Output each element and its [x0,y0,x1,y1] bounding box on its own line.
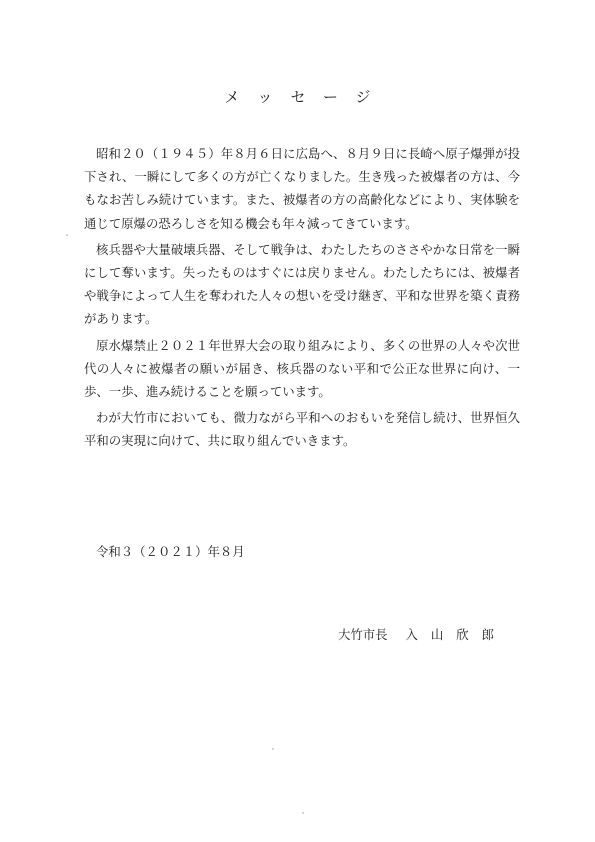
paragraph-1: 昭和２０（１９４５）年８月６日に広島へ、８月９日に長崎へ原子爆弾が投下され、一瞬にして多くの方が亡くなりました。生き残った被爆者の方は、今もなお苦しみ続けています。また、被爆者の方の高齢化などにより、実体験を通じて原爆の恐ろしさを知る機会も年々減ってきています。 [84,146,520,231]
document-title: メッセージ [224,88,389,106]
paragraph-3: 原水爆禁止２０２１年世界大会の取り組みにより、多くの世界の人々や次世代の人々に被爆者の願いが届き、核兵器のない平和で公正な世界に向け、一歩、一歩、進み続けることを願っています。 [84,337,520,400]
signature-block [338,625,507,643]
scan-speck [302,812,304,814]
paragraph-4: わが大竹市においても、微力ながら平和へのおもいを発信し続け、世界恒久平和の実現に向けて、共に取り組んでいきます。 [84,410,520,449]
scan-speck [272,748,274,750]
signature-name: 入山欣郎 [405,627,508,642]
signature-title: 大竹市長 [338,627,388,642]
message-body [84,142,520,456]
issue-date: 令和３（２０２１）年８月 [96,544,245,559]
paragraph-2: 核兵器や大量破壊兵器、そして戦争は、わたしたちのささやかな日常を一瞬にして奪います。失ったものはすぐには戻りません。わたしたちには、被爆者や戦争によって人生を奪われた人々の想いを受け継ぎ、平和な世界を築く責務があります。 [84,241,520,327]
scan-speck [66,234,68,236]
